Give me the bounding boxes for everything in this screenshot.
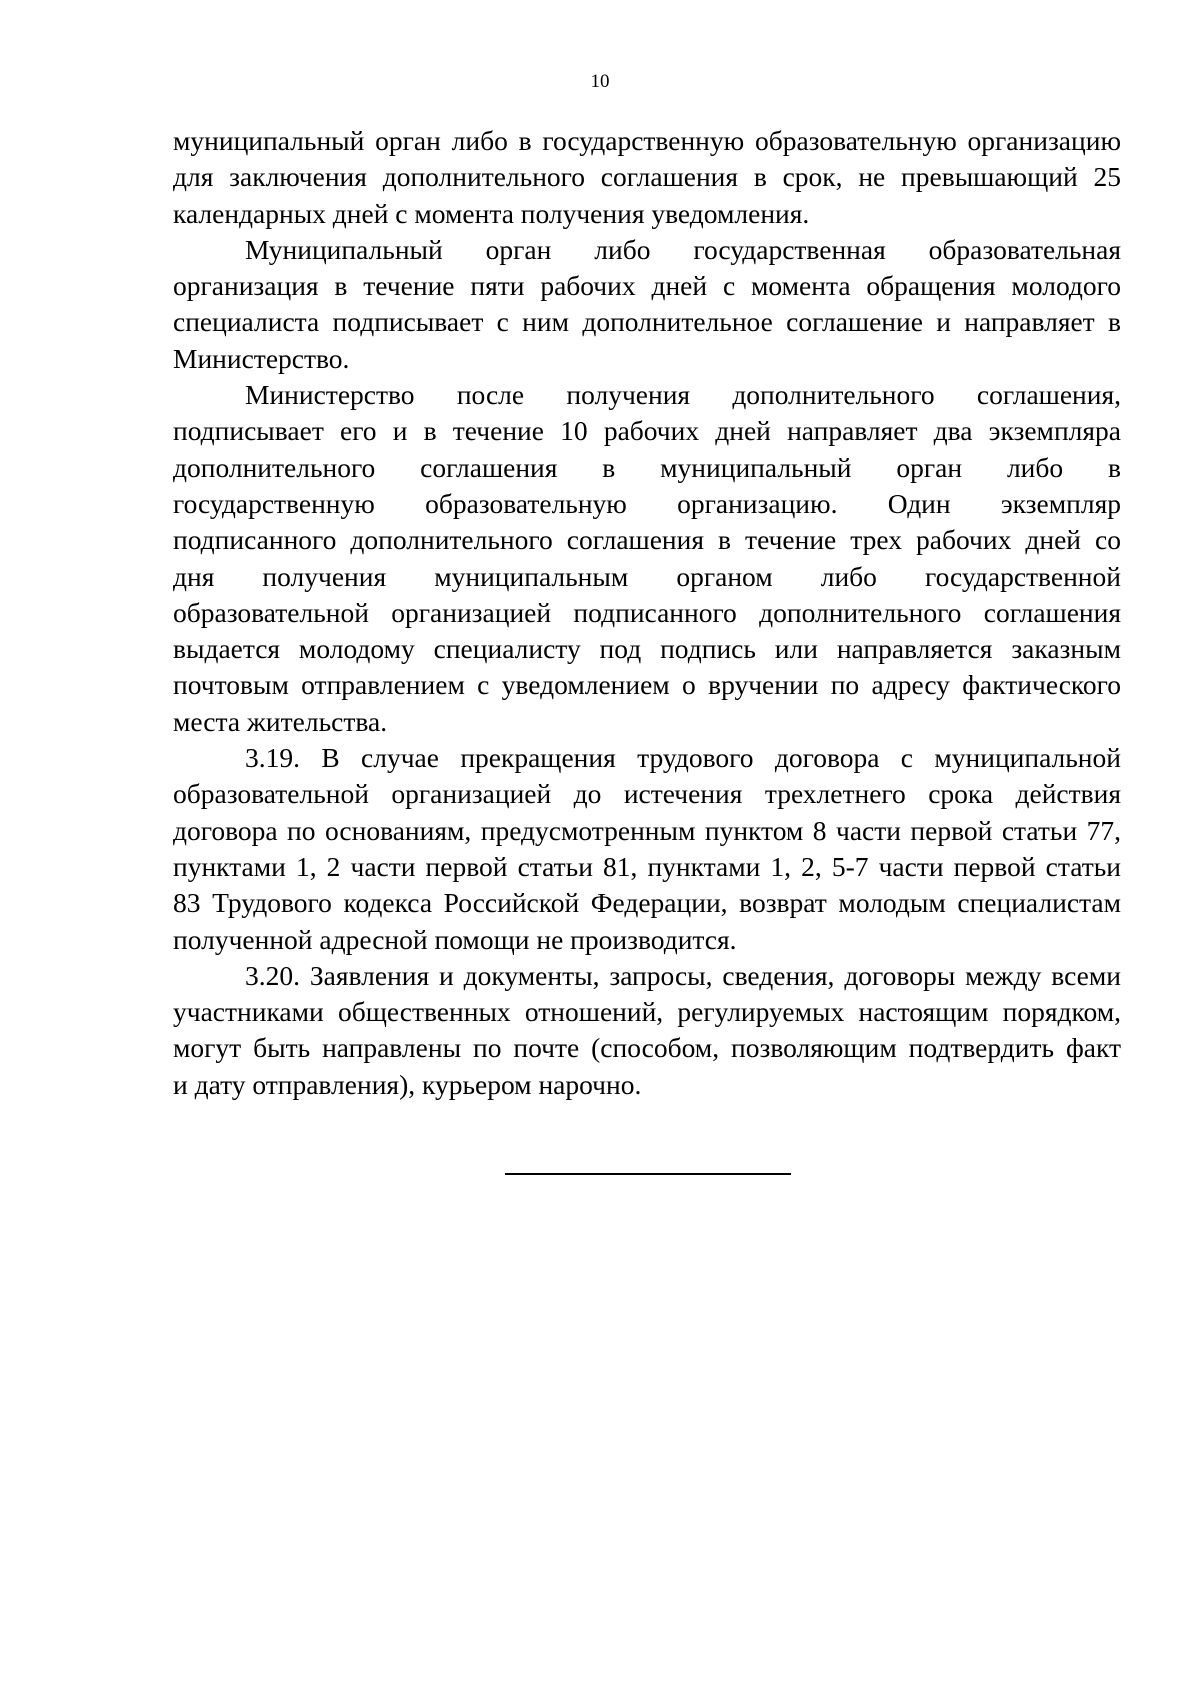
text-line: полученной адресной помощи не производится. <box>173 923 737 955</box>
paragraph-p2 <box>173 232 1121 377</box>
text-line: образовательной организацией до истечения трехлетнего срока действия <box>173 778 1121 810</box>
text-line: государственную образовательную организацию. Один экземпляр <box>173 487 1121 519</box>
text-line: 3.20. Заявления и документы, запросы, сведения, договоры между всеми <box>245 959 1121 991</box>
text-line: специалиста подписывает с ним дополнительное соглашение и направляет в <box>173 306 1121 338</box>
paragraph-p4 <box>173 740 1121 958</box>
text-line: участниками общественных отношений, регулируемых настоящим порядком, <box>173 996 1121 1028</box>
text-line: 83 Трудового кодекса Российской Федерации, возврат молодым специалистам <box>173 887 1121 919</box>
text-line: подписанного дополнительного соглашения в течение трех рабочих дней со <box>173 524 1121 556</box>
text-line: муниципальный орган либо в государственную образовательную организацию <box>173 125 1121 156</box>
document-body <box>173 123 1121 1103</box>
text-line: Министерство. <box>173 342 350 374</box>
text-line: дополнительного соглашения в муниципальный орган либо в <box>173 451 1121 483</box>
text-line: места жительства. <box>173 705 388 737</box>
page-number: 10 <box>590 71 610 92</box>
text-line: пунктами 1, 2 части первой статьи 81, пунктами 1, 2, 5-7 части первой статьи <box>173 850 1121 882</box>
paragraph-p1 <box>173 123 1121 232</box>
text-line: и дату отправления), курьером нарочно. <box>173 1068 642 1100</box>
end-of-document-rule <box>505 1173 791 1175</box>
paragraph-p5 <box>173 958 1121 1103</box>
text-line: выдается молодому специалисту под подпись или направляется заказным <box>173 633 1121 665</box>
text-line: подписывает его и в течение 10 рабочих дней направляет два экземпляра <box>173 415 1121 447</box>
text-line: дня получения муниципальным органом либо государственной <box>173 560 1121 592</box>
text-line: договора по основаниям, предусмотренным пунктом 8 части первой статьи 77, <box>173 814 1121 846</box>
text-line: Муниципальный орган либо государственная образовательная <box>245 233 1121 265</box>
paragraph-p3 <box>173 377 1121 740</box>
text-line: календарных дней с момента получения уведомления. <box>173 197 810 229</box>
text-line: почтовым отправлением с уведомлением о вручении по адресу фактического <box>173 669 1121 701</box>
text-line: Министерство после получения дополнительного соглашения, <box>245 379 1121 411</box>
text-line: организация в течение пяти рабочих дней с момента обращения молодого <box>173 270 1121 302</box>
text-line: для заключения дополнительного соглашения в срок, не превышающий 25 <box>173 161 1121 193</box>
text-line: могут быть направлены по почте (способом, позволяющим подтвердить факт <box>173 1032 1121 1064</box>
text-line: 3.19. В случае прекращения трудового договора с муниципальной <box>245 742 1121 774</box>
text-line: образовательной организацией подписанного дополнительного соглашения <box>173 596 1121 628</box>
